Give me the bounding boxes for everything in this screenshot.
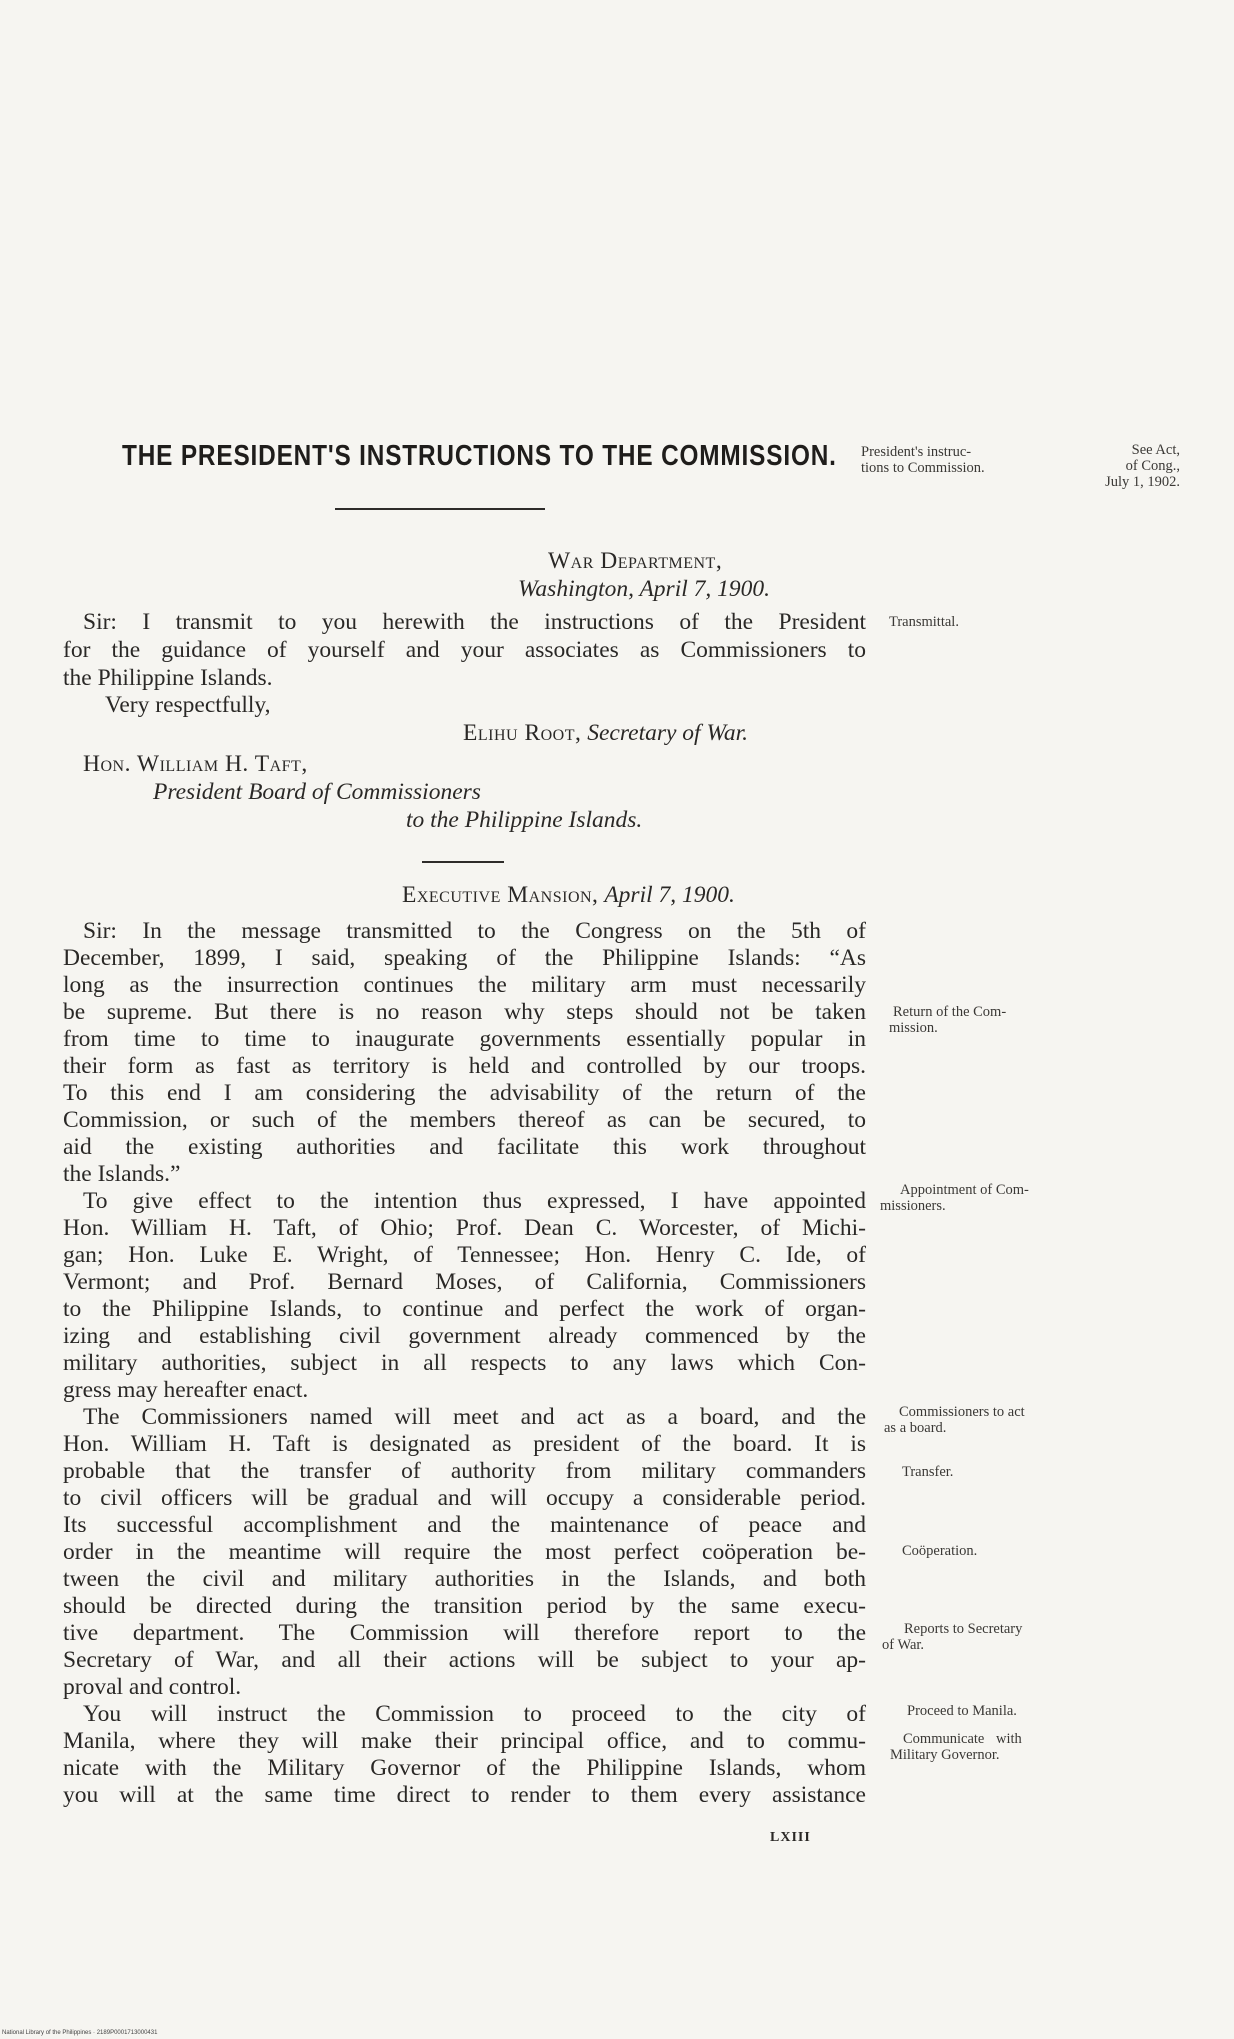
side-note-communicate: Communicate with Military Governor. [890,1731,1022,1763]
body-line-27: tive department. The Commission will therefore report to the [63,1620,866,1646]
body-line-17: military authorities, subject in all respects to any laws which Con- [63,1350,866,1376]
body-line-31: Manila, where they will make their principal office, and to commu- [63,1728,866,1754]
body-line-26: should be directed during the transition period by the same execu- [63,1593,866,1619]
body-line-22: to civil officers will be gradual and will occupy a considerable period. [63,1485,866,1511]
body-line-1: Sir: In the message transmitted to the Congress on the 5th of [83,918,866,944]
body-line-28: Secretary of War, and all their actions will be subject to your ap- [63,1647,866,1673]
body-line-12: Hon. William H. Taft, of Ohio; Prof. Dean C. Worcester, of Michi- [63,1215,866,1241]
side-note-return: Return of the Com- mission. [889,1004,1007,1036]
body-line-21: probable that the transfer of authority from military commanders [63,1458,866,1484]
side-note-president-instructions: President's instruc- tions to Commission. [861,444,985,476]
side-note-proceed: Proceed to Manila. [907,1703,1017,1719]
body-line-25: tween the civil and military authorities in the Islands, and both [63,1566,866,1592]
side-note-cooperation: Coöperation. [902,1543,978,1559]
addressee-title-2: to the Philippine Islands. [406,807,643,833]
body-line-20: Hon. William H. Taft is designated as president of the board. It is [63,1431,866,1457]
section-rule [422,861,504,863]
letter1-line-3: the Philippine Islands. [63,665,273,691]
addressee-name: Hon. William H. Taft, [83,751,308,777]
body-line-8: Commission, or such of the members thereof as can be secured, to [63,1107,866,1133]
closing: Very respectfully, [105,692,271,718]
page-title: THE PRESIDENT'S INSTRUCTIONS TO THE COMMISSION. [122,440,837,472]
letter1-line-2: for the guidance of yourself and your associates as Commissioners to [63,637,866,663]
body-line-4: be supreme. But there is no reason why steps should not be taken [63,999,866,1025]
body-line-11: To give effect to the intention thus expressed, I have appointed [83,1188,866,1214]
addressee-title-1: President Board of Commissioners [153,779,481,805]
body-line-16: izing and establishing civil government already commenced by the [63,1323,866,1349]
body-line-18: gress may hereafter enact. [63,1377,309,1403]
body-line-29: proval and control. [63,1674,242,1700]
body-line-30: You will instruct the Commission to proceed to the city of [83,1701,866,1727]
side-note-board: Commissioners to act as a board. [884,1404,1025,1436]
side-note-appointment: Appointment of Com- missioners. [880,1182,1029,1214]
body-line-33: you will at the same time direct to render to them every assistance [63,1782,866,1808]
body-line-15: to the Philippine Islands, to continue and perfect the work of organ- [63,1296,866,1322]
body-line-7: To this end I am considering the advisability of the return of the [63,1080,866,1106]
body-line-24: order in the meantime will require the most perfect coöperation be- [63,1539,866,1565]
body-line-2: December, 1899, I said, speaking of the Philippine Islands: “As [63,945,866,971]
body-line-13: gan; Hon. Luke E. Wright, of Tennessee; Hon. Henry C. Ide, of [63,1242,866,1268]
exec-heading: Executive Mansion, April 7, 1900. [402,882,735,908]
body-line-6: their form as fast as territory is held and controlled by our troops. [63,1053,866,1079]
letter1-line-1: Sir: I transmit to you herewith the instructions of the President [83,609,866,635]
side-note-see-act: See Act, of Cong., July 1, 1902. [1105,442,1180,490]
body-line-3: long as the insurrection continues the military arm must necessarily [63,972,866,998]
side-note-transfer: Transfer. [902,1464,954,1480]
body-line-10: the Islands.” [63,1161,181,1187]
place-date: Washington, April 7, 1900. [518,576,771,602]
body-line-9: aid the existing authorities and facilitate this work throughout [63,1134,866,1160]
title-rule [335,508,545,510]
side-note-reports: Reports to Secretary of War. [882,1621,1023,1653]
body-line-23: Its successful accomplishment and the maintenance of peace and [63,1512,866,1538]
body-line-19: The Commissioners named will meet and act as a board, and the [83,1404,866,1430]
body-line-32: nicate with the Military Governor of the Philippine Islands, whom [63,1755,866,1781]
signature: Elihu Root, Secretary of War. [463,720,749,746]
scan-credit: National Library of the Philippines · 2189P0001713000431 [2,2030,158,2036]
dept-heading: War Department, [548,548,723,574]
body-line-5: from time to time to inaugurate governments essentially popular in [63,1026,866,1052]
side-note-transmittal: Transmittal. [889,614,959,630]
page-number: LXIII [770,1830,811,1845]
body-line-14: Vermont; and Prof. Bernard Moses, of California, Commissioners [63,1269,866,1295]
